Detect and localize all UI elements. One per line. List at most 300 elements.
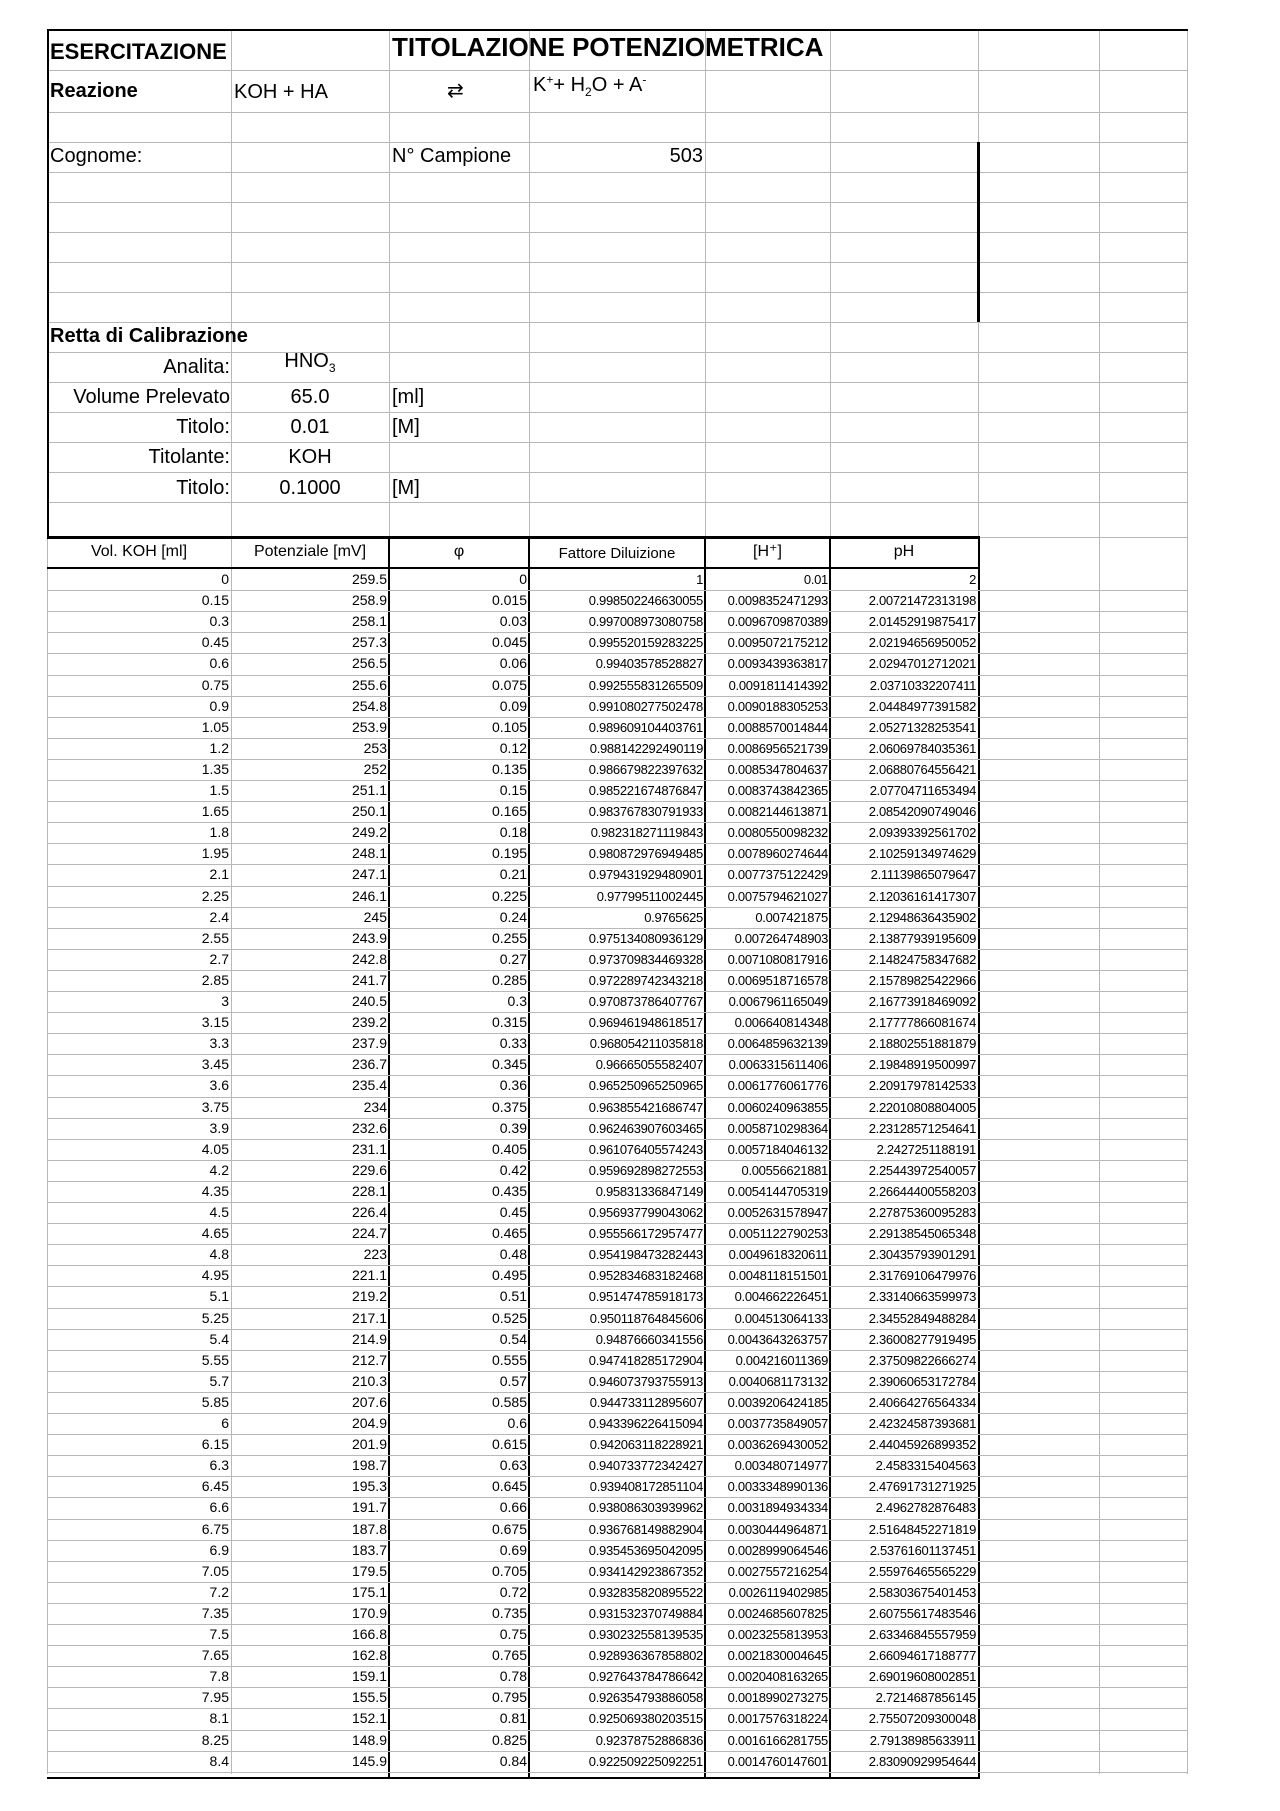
cell-phi: 0.585: [491, 1393, 527, 1410]
cell-dilution: 0.947418285172904: [588, 1352, 703, 1368]
cell-ph: 2.30435793901291: [868, 1247, 976, 1263]
cell-phi: 0.54: [499, 1330, 527, 1347]
cell-phi: 0.33: [499, 1035, 527, 1052]
cell-phi: 0.285: [491, 971, 527, 988]
cell-dilution: 0.928936367858802: [588, 1648, 703, 1664]
cell-phi: 0.21: [499, 866, 527, 883]
cell-ph: 2.42324587393681: [868, 1416, 976, 1431]
cell-phi: 0.405: [491, 1140, 527, 1157]
cell-phi: 0.375: [491, 1098, 527, 1115]
cell-h-conc: 0.0026119402985: [728, 1584, 828, 1600]
cell-dilution: 0.943396226415094: [588, 1416, 703, 1431]
cell-h-conc: 0.007264748903: [734, 930, 828, 946]
cell-phi: 0.105: [491, 718, 527, 735]
cell-volume: 1.2: [209, 739, 229, 756]
cell-ph: 2.26644400558203: [868, 1183, 976, 1199]
cell-ph: 2.06880764556421: [868, 761, 976, 777]
cell-potential: 214.9: [351, 1330, 387, 1347]
cell-volume: 7.8: [209, 1668, 229, 1685]
cell-volume: 1.35: [201, 760, 229, 777]
col-header-potential: Potenziale [mV]: [253, 543, 367, 560]
equilibrium-arrow: ⇄: [447, 80, 464, 102]
cell-dilution: 0.992555831265509: [588, 677, 703, 693]
cell-potential: 221.1: [351, 1267, 387, 1284]
cell-potential: 254.8: [351, 697, 387, 714]
cell-h-conc: 0.0061776061776: [727, 1078, 828, 1094]
cell-volume: 5.1: [209, 1288, 229, 1305]
cell-volume: 4.65: [201, 1225, 229, 1242]
cell-h-conc: 0.0023255813953: [727, 1627, 828, 1642]
cell-phi: 0.645: [491, 1478, 527, 1495]
cell-volume: 7.5: [209, 1626, 229, 1642]
cell-ph: 2.63346845557959: [868, 1627, 976, 1642]
cell-potential: 201.9: [351, 1436, 387, 1453]
cell-h-conc: 0.0037735849057: [727, 1416, 828, 1431]
cell-phi: 0.39: [499, 1119, 527, 1136]
cell-ph: 2.53761601137451: [869, 1542, 976, 1558]
cell-ph: 2.60755617483546: [868, 1605, 976, 1621]
cell-h-conc: 0.0077375122429: [727, 867, 828, 883]
cell-dilution: 0.955566172957477: [588, 1226, 703, 1242]
titer-unit: [M]: [392, 416, 420, 438]
cell-ph: 2.02947012712021: [868, 656, 976, 672]
cell-ph: 2.03710332207411: [869, 677, 976, 693]
cell-ph: 2.55976465565229: [868, 1563, 976, 1579]
cell-dilution: 0.998502246630055: [588, 593, 703, 609]
cell-volume: 5.85: [201, 1393, 229, 1410]
cell-phi: 0.735: [491, 1604, 527, 1621]
cell-potential: 191.7: [351, 1499, 387, 1516]
cell-dilution: 0.982318271119843: [590, 825, 703, 841]
products: $K^++ H_2O + A^-$: [533, 72, 647, 99]
cell-dilution: 0.950118764845606: [589, 1310, 703, 1326]
sample-number: 503: [669, 145, 703, 167]
cell-potential: 256.5: [351, 655, 387, 672]
cell-volume: 6.6: [209, 1499, 229, 1516]
cell-volume: 3.15: [201, 1014, 229, 1031]
cell-ph: 2.83090929954644: [868, 1753, 976, 1769]
cell-potential: 229.6: [351, 1161, 387, 1178]
cell-volume: 7.65: [201, 1647, 229, 1664]
row-gridline: [47, 1772, 1188, 1773]
cell-phi: 0.48: [499, 1246, 527, 1263]
cell-potential: 248.1: [351, 845, 387, 862]
cell-h-conc: 0.0069518716578: [727, 972, 828, 988]
cell-phi: 0.615: [491, 1436, 527, 1453]
col-header-dilution: Fattore Diluizione: [558, 545, 676, 562]
cell-phi: 0.465: [491, 1225, 527, 1242]
cell-h-conc: 0.0067961165049: [728, 994, 828, 1009]
cell-phi: 0.51: [499, 1288, 527, 1305]
cell-h-conc: 0.0040681173132: [728, 1373, 828, 1389]
cell-ph: 2.25443972540057: [868, 1162, 976, 1178]
cell-h-conc: 0.0063315611406: [728, 1057, 828, 1073]
cell-dilution: 0.968054211035818: [589, 1036, 703, 1052]
cell-h-conc: 0.0071080817916: [727, 951, 828, 967]
cell-ph: 2.36008277919495: [868, 1331, 976, 1347]
cell-h-conc: 0.0078960274644: [727, 846, 828, 862]
cell-dilution: 0.954198473282443: [588, 1247, 703, 1263]
cell-potential: 251.1: [351, 782, 387, 798]
cell-dilution: 0.931532370749884: [588, 1605, 703, 1621]
cell-h-conc: 0.0054144705319: [727, 1183, 828, 1199]
cell-volume: 2.25: [201, 887, 229, 904]
cell-ph: 2.22010808804005: [868, 1099, 976, 1115]
cell-volume: 0.45: [201, 634, 229, 651]
cell-phi: 0.075: [491, 676, 527, 693]
cell-volume: 1.5: [209, 782, 229, 798]
cell-h-conc: 0.0016166281755: [727, 1732, 828, 1748]
cell-dilution: 0.94876660341556: [595, 1331, 703, 1347]
cell-potential: 257.3: [351, 634, 387, 651]
cell-potential: 224.7: [351, 1225, 387, 1242]
cell-potential: 245: [363, 908, 387, 925]
cell-dilution: 0.938086303939962: [588, 1500, 703, 1516]
cell-volume: 4.2: [209, 1161, 229, 1178]
cell-h-conc: 0.0021830004645: [727, 1648, 828, 1664]
cell-ph: 2: [969, 572, 976, 587]
cell-volume: 4.35: [201, 1182, 229, 1199]
cell-potential: 148.9: [351, 1731, 387, 1748]
titer-value: 0.01: [290, 416, 330, 438]
cell-volume: 2.1: [209, 866, 229, 883]
cell-phi: 0.15: [499, 782, 527, 798]
cell-potential: 187.8: [351, 1520, 387, 1537]
cell-phi: 0.72: [499, 1583, 527, 1600]
cell-ph: 2.4962782876483: [875, 1500, 976, 1516]
cell-ph: 2.15789825422966: [868, 972, 976, 988]
cell-dilution: 0.925069380203515: [588, 1711, 703, 1727]
cell-potential: 255.6: [351, 676, 387, 693]
cell-volume: 6.45: [201, 1478, 229, 1495]
cell-dilution: 0.973709834469328: [588, 951, 703, 967]
cell-phi: 0.42: [499, 1161, 527, 1178]
cell-dilution: 0.975134080936129: [588, 930, 703, 946]
cell-dilution: 0.936768149882904: [588, 1521, 703, 1537]
cell-dilution: 0.959692898272553: [588, 1162, 703, 1178]
cell-volume: 3.45: [201, 1056, 229, 1073]
cell-dilution: 0.985221674876847: [588, 783, 703, 798]
cell-volume: 2.4: [209, 908, 229, 925]
cell-volume: 3.3: [209, 1035, 229, 1052]
cell-dilution: 0.944733112895607: [589, 1394, 703, 1410]
cell-volume: 8.1: [209, 1710, 229, 1727]
cell-potential: 183.7: [351, 1541, 387, 1558]
cell-dilution: 0.972289742343218: [588, 972, 703, 988]
cell-phi: 0.75: [499, 1626, 527, 1642]
cell-ph: 2.40664276564334: [868, 1394, 976, 1410]
cell-ph: 2.04484977391582: [868, 698, 976, 714]
cell-dilution: 0.934142923867352: [588, 1563, 703, 1579]
titrant-titer-value: 0.1000: [279, 477, 341, 499]
cell-dilution: 0.927643784786642: [588, 1669, 703, 1685]
cell-h-conc: 0.004513064133: [734, 1310, 828, 1326]
cell-ph: 2.7214687856145: [875, 1690, 976, 1706]
cell-volume: 6.15: [201, 1436, 229, 1453]
cell-potential: 179.5: [351, 1562, 387, 1579]
cell-potential: 195.3: [351, 1478, 387, 1495]
cell-ph: 2.00721472313198: [868, 593, 976, 609]
spreadsheet: [47, 29, 1188, 1779]
cell-h-conc: 0.0057184046132: [727, 1141, 828, 1157]
cell-dilution: 0.932835820895522: [588, 1584, 703, 1600]
cell-h-conc: 0.007421875: [755, 909, 828, 925]
cell-volume: 3.6: [209, 1077, 229, 1094]
reactants: KOH + HA: [234, 81, 328, 103]
cell-potential: 241.7: [351, 971, 387, 988]
cell-volume: 6: [221, 1415, 229, 1431]
cell-ph: 2.13877939195609: [868, 930, 976, 946]
volume-label: Volume Prelevato: [73, 386, 230, 408]
cell-dilution: 0.997008973080758: [588, 614, 703, 630]
cell-ph: 2.51648452271819: [868, 1521, 976, 1537]
cell-h-conc: 0.0088570014844: [727, 719, 828, 735]
cell-volume: 0: [221, 571, 229, 587]
cell-volume: 1.95: [201, 845, 229, 862]
cell-ph: 2.27875360095283: [868, 1205, 976, 1220]
cell-volume: 0.3: [209, 613, 229, 630]
cell-phi: 0.63: [499, 1457, 527, 1474]
cell-dilution: 1: [696, 572, 703, 587]
cell-h-conc: 0.0075794621027: [727, 888, 828, 904]
cell-phi: 0.255: [491, 929, 527, 946]
cell-volume: 8.25: [201, 1731, 229, 1748]
cell-phi: 0.78: [499, 1668, 527, 1685]
cell-ph: 2.05271328253541: [868, 719, 976, 735]
cell-potential: 258.9: [351, 592, 387, 609]
cell-h-conc: 0.0052631578947: [727, 1205, 828, 1220]
cell-volume: 7.35: [201, 1604, 229, 1621]
cell-dilution: 0.970873786407767: [588, 994, 703, 1009]
cell-phi: 0.45: [499, 1204, 527, 1220]
cell-dilution: 0.951474785918173: [588, 1289, 703, 1305]
cell-phi: 0.66: [499, 1499, 527, 1516]
cell-ph: 2.01452919875417: [868, 614, 976, 630]
cell-phi: 0.765: [491, 1647, 527, 1664]
cell-phi: 0.3: [507, 993, 527, 1009]
cell-ph: 2.69019608002851: [868, 1669, 976, 1685]
cell-ph: 2.02194656950052: [868, 635, 976, 651]
cell-dilution: 0.96665055582407: [595, 1057, 703, 1073]
page-title: TITOLAZIONE POTENZIOMETRICA: [392, 32, 824, 62]
cell-volume: 5.7: [209, 1372, 229, 1389]
reaction-label: Reazione: [50, 80, 138, 102]
cell-volume: 0.75: [201, 676, 229, 693]
volume-value: 65.0: [290, 386, 330, 408]
cell-h-conc: 0.003480714977: [734, 1458, 828, 1474]
cell-potential: 253: [363, 739, 387, 756]
cell-phi: 0.045: [491, 634, 527, 651]
cell-phi: 0.36: [499, 1077, 527, 1094]
titrant-titer-unit: [M]: [392, 477, 420, 499]
cell-ph: 2.47691731271925: [868, 1479, 976, 1495]
cell-phi: 0.825: [491, 1731, 527, 1748]
cell-volume: 6.3: [209, 1457, 229, 1474]
cell-volume: 2.55: [201, 929, 229, 946]
cell-volume: 1.65: [201, 803, 229, 820]
cell-dilution: 0.956937799043062: [588, 1205, 703, 1220]
cell-ph: 2.4583315404563: [875, 1458, 976, 1474]
cell-potential: 207.6: [351, 1393, 387, 1410]
cell-volume: 2.7: [209, 950, 229, 967]
cell-potential: 235.4: [351, 1077, 387, 1094]
cell-h-conc: 0.0033348990136: [727, 1479, 828, 1495]
cell-dilution: 0.965250965250965: [588, 1078, 703, 1094]
cell-h-conc: 0.0036269430052: [727, 1437, 828, 1453]
cell-dilution: 0.92378752886836: [595, 1732, 703, 1748]
cell-h-conc: 0.0039206424185: [727, 1394, 828, 1410]
cell-potential: 166.8: [351, 1626, 387, 1642]
cell-phi: 0.24: [499, 908, 527, 925]
cell-h-conc: 0.004662226451: [734, 1289, 828, 1305]
cell-potential: 240.5: [351, 993, 387, 1009]
cell-dilution: 0.995520159283225: [588, 635, 703, 651]
cell-phi: 0.555: [491, 1351, 527, 1368]
cell-potential: 239.2: [351, 1014, 387, 1031]
cell-h-conc: 0.004216011369: [735, 1352, 828, 1368]
cell-ph: 2.19848919500997: [868, 1057, 976, 1073]
cell-dilution: 0.952834683182468: [588, 1268, 703, 1284]
cell-dilution: 0.939408172851104: [589, 1479, 703, 1495]
cell-potential: 162.8: [351, 1647, 387, 1664]
cell-ph: 2.08542090749046: [868, 804, 976, 820]
cell-dilution: 0.940733772342427: [588, 1458, 703, 1474]
cell-volume: 3: [221, 993, 229, 1009]
cell-potential: 159.1: [351, 1668, 387, 1685]
cell-ph: 2.10259134974629: [868, 846, 976, 862]
cell-h-conc: 0.0048118151501: [728, 1268, 828, 1284]
cell-dilution: 0.989609104403761: [588, 719, 703, 735]
cell-ph: 2.31769106479976: [868, 1268, 976, 1284]
cell-potential: 204.9: [351, 1415, 387, 1431]
cell-h-conc: 0.0080550098232: [727, 825, 828, 841]
cell-ph: 2.75507209300048: [868, 1711, 976, 1727]
cell-dilution: 0.9765625: [644, 909, 703, 925]
cell-volume: 0.6: [209, 655, 229, 672]
cell-potential: 236.7: [351, 1056, 387, 1073]
cell-ph: 2.29138545065348: [868, 1226, 976, 1242]
exercise-label: ESERCITAZIONE: [50, 39, 227, 64]
cell-potential: 234: [363, 1098, 387, 1115]
cell-phi: 0.03: [499, 613, 527, 630]
cell-dilution: 0.922509225092251: [588, 1753, 703, 1769]
cell-h-conc: 0.0082144613871: [727, 804, 828, 820]
cell-h-conc: 0.0020408163265: [727, 1669, 828, 1685]
cell-phi: 0.57: [499, 1372, 527, 1389]
cell-volume: 4.05: [201, 1140, 229, 1157]
cell-volume: 5.25: [201, 1309, 229, 1326]
cell-ph: 2.58303675401453: [868, 1584, 976, 1600]
cell-h-conc: 0.0018990273275: [727, 1690, 828, 1706]
cell-potential: 258.1: [351, 613, 387, 630]
cell-h-conc: 0.0064859632139: [727, 1036, 828, 1052]
cell-dilution: 0.979431929480901: [588, 867, 703, 883]
cell-dilution: 0.962463907603465: [588, 1120, 703, 1136]
cell-phi: 0.195: [491, 845, 527, 862]
cell-volume: 7.2: [209, 1583, 229, 1600]
cell-ph: 2.12948636435902: [868, 909, 976, 925]
cell-ph: 2.09393392561702: [868, 825, 976, 841]
cell-volume: 6.75: [201, 1520, 229, 1537]
cell-phi: 0.795: [491, 1689, 527, 1706]
titrant-titer-label: Titolo:: [176, 477, 230, 499]
cell-volume: 3.75: [201, 1098, 229, 1115]
cell-h-conc: 0.0086956521739: [727, 740, 828, 756]
titrant-value: KOH: [288, 446, 332, 468]
cell-h-conc: 0.0043643263757: [727, 1331, 828, 1347]
cell-potential: 223: [363, 1246, 387, 1263]
cell-potential: 152.1: [351, 1710, 387, 1727]
cell-potential: 246.1: [351, 887, 387, 904]
cell-phi: 0.435: [491, 1182, 527, 1199]
cell-potential: 198.7: [351, 1457, 387, 1474]
cell-phi: 0.315: [491, 1014, 527, 1031]
cell-ph: 2.07704711653494: [869, 783, 976, 798]
cell-potential: 219.2: [351, 1288, 387, 1305]
cell-h-conc: 0.01: [803, 572, 828, 587]
cell-dilution: 0.97799511002445: [596, 888, 703, 904]
cell-h-conc: 0.0024685607825: [727, 1605, 828, 1621]
col-header-h-conc: [H⁺]: [753, 543, 782, 560]
cell-phi: 0.225: [491, 887, 527, 904]
cell-dilution: 0.930232558139535: [588, 1627, 703, 1642]
cell-phi: 0: [519, 571, 527, 587]
cell-ph: 2.2427251188191: [876, 1141, 976, 1157]
cell-h-conc: 0.0014760147601: [727, 1753, 828, 1769]
cell-h-conc: 0.0027557216254: [727, 1563, 828, 1579]
calibration-title: Retta di Calibrazione: [50, 325, 248, 347]
cell-potential: 253.9: [351, 718, 387, 735]
cell-volume: 5.55: [201, 1351, 229, 1368]
cell-potential: 145.9: [351, 1752, 387, 1769]
cell-dilution: 0.963855421686747: [588, 1099, 703, 1115]
cell-phi: 0.69: [499, 1541, 527, 1558]
cell-phi: 0.6: [507, 1415, 527, 1431]
cell-ph: 2.39060653172784: [868, 1373, 976, 1389]
cell-ph: 2.17777866081674: [868, 1015, 976, 1031]
cell-dilution: 0.946073793755913: [588, 1373, 703, 1389]
cell-volume: 0.15: [201, 592, 229, 609]
cell-volume: 3.9: [209, 1119, 229, 1136]
cell-phi: 0.495: [491, 1267, 527, 1284]
cell-dilution: 0.99403578528827: [595, 656, 703, 672]
cell-potential: 252: [363, 760, 387, 777]
cell-volume: 2.85: [201, 971, 229, 988]
cell-phi: 0.705: [491, 1562, 527, 1579]
cell-dilution: 0.983767830791933: [588, 804, 703, 820]
cell-phi: 0.345: [491, 1056, 527, 1073]
cell-volume: 5.4: [209, 1330, 229, 1347]
cell-h-conc: 0.0085347804637: [727, 761, 828, 777]
cell-phi: 0.135: [491, 760, 527, 777]
cell-volume: 1.05: [201, 718, 229, 735]
cell-h-conc: 0.0049618320611: [728, 1247, 828, 1263]
cell-ph: 2.14824758347682: [868, 951, 976, 967]
cell-h-conc: 0.0095072175212: [727, 635, 828, 651]
cell-potential: 217.1: [351, 1309, 387, 1326]
cell-volume: 8.4: [209, 1752, 229, 1769]
cell-volume: 4.8: [209, 1246, 229, 1263]
cell-phi: 0.18: [499, 824, 527, 841]
titrant-label: Titolante:: [148, 446, 230, 468]
cell-dilution: 0.980872976949485: [588, 846, 703, 862]
cell-potential: 231.1: [351, 1140, 387, 1157]
cell-dilution: 0.926354793886058: [588, 1690, 703, 1706]
cell-phi: 0.12: [499, 739, 527, 756]
col-header-ph: pH: [893, 543, 915, 560]
cell-phi: 0.06: [499, 655, 527, 672]
cell-potential: 170.9: [351, 1604, 387, 1621]
